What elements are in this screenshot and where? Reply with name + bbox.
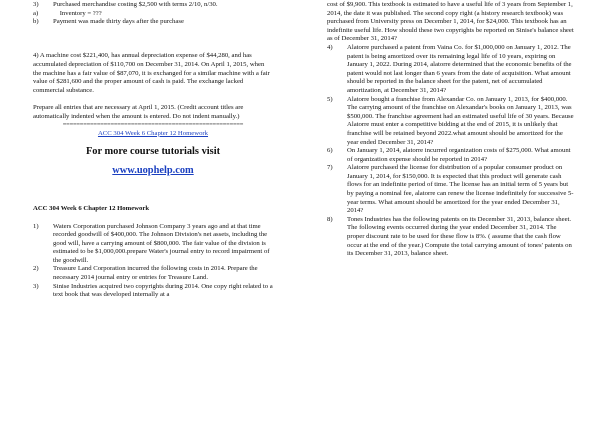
title-link[interactable]: ACC 304 Week 6 Chapter 12 Homework [97,129,209,137]
right-column [327,1,575,259]
copyright-continuation: cost of $9,900. This textbook is estimated to have a useful life of 3 years from September 1, 2014, the date it was published. The second copy right (a history research textbook) was purchased from University press on December 1, 2014, for $24,000. This textbook has an indefinite useful life. How should these two copyrights be reported on Sinise's balance sheet as of December 31, 2014? [327,1,574,43]
list-item: 4) Alatorre purchased a patent from Vaina Co. for $1,000,000 on January 1, 2012. The patent is being amortized over its remaining legal life of 10 years, expiring on January 1, 2022. During 2014, alatorre determined that the economic benefits of the patent would not last longer than 6 years from the date of acquisition. What amount should be reported in the balance sheet for the patent, net of accumulated amortization, at December 31, 2014? [327,43,572,94]
promo-text: For more course tutorials visit [85,146,221,158]
divider-rule: ===================================================== [62,121,244,129]
list-item: 1) Waters Corporation purchased Johnson Company 3 years ago and at that time recorded goodwill of $400,000. The Johnson Division's net assets, including the good will, have a carrying amount of $800,000. The fair value of the division is estimated to be $1,000,000.prepare Water's journal entry to record impairment of the goodwill. [33,222,270,264]
list-item: 6) On January 1, 2014, alatorre incurred organization costs of $275,000. What amount of organization expense should be reported in 2014? [327,147,571,163]
list-item: a) Inventory = ??? [33,9,102,17]
question-4: 4) A machine cost $221,400, has annual depreciation expense of $44,280, and has accumulated depreciation of $110,700 on December 31, 2014. On April 1, 2015, when the machine has a fair value of $87,070, it is exchanged for a similar machine with a fair value of $281,600 and the proper amount of cash is paid. The exchange lacked commercial substance. [33,52,270,94]
left-column [33,1,273,300]
list-item: 3) Purchased merchandise costing $2,500 with terms 2/10, n/30. [33,1,218,8]
list-item: 5) Alatorre bought a franchise from Alexandar Co. on January 1, 2013, for $400,000. The carrying amount of the franchise on Alexandar's books on January 1, 2013, was $500,000. The franchise agreement had an estimated useful life of 30 years. Because Alatorre must enter a competitive bidding at the end of 2015, it is unlikely that franchise will be retained beyond 2022.what amount should be amortized for the year ended December 31, 2014? [327,95,574,146]
prepare-instructions: Prepare all entries that are necessary at April 1, 2015. (Credit account titles are automatically indented when the amount is entered. Do not indent manually.) [33,103,244,120]
list-item: 8) Tones Industries has the following patents on its December 31, 2013, balance sheet. The following events occurred during the year ended December 31, 2014. The proper discount rate to be used for these flow is 8%. ( assume that the cash flow occur at the end of the year.) Compute the total carrying amount of tones' patents on its December 31, 2013, balance sheet. [327,215,572,258]
section-heading: ACC 304 Week 6 Chapter 12 Homework [33,205,150,213]
website-link[interactable]: www.uophelp.com [112,165,194,177]
list-item: 2) Treasure Land Corporation incurred the following costs in 2014. Prepare the necessary 2014 journal entry or entries for Treasure Land. [33,265,258,282]
list-item: 3) Sinise Industries acquired two copyrights during 2014. One copy right related to a text book that was developed internally at a [33,282,273,299]
list-item: b) Payment was made thirty days after the purchase [33,18,184,26]
list-item: 7) Alatorre purchased the license for distribution of a popular consumer product on January 1, 2014, for $150,000. It is expected that this product will generate cash flows for an indefinite period of time. The license has an initial term of 5 years but by paying a nominal fee, alatorre can renew the license indefinitely for successive 5-year terms. What amount should be amortized for the year ended December 31, 2014? [327,164,574,215]
